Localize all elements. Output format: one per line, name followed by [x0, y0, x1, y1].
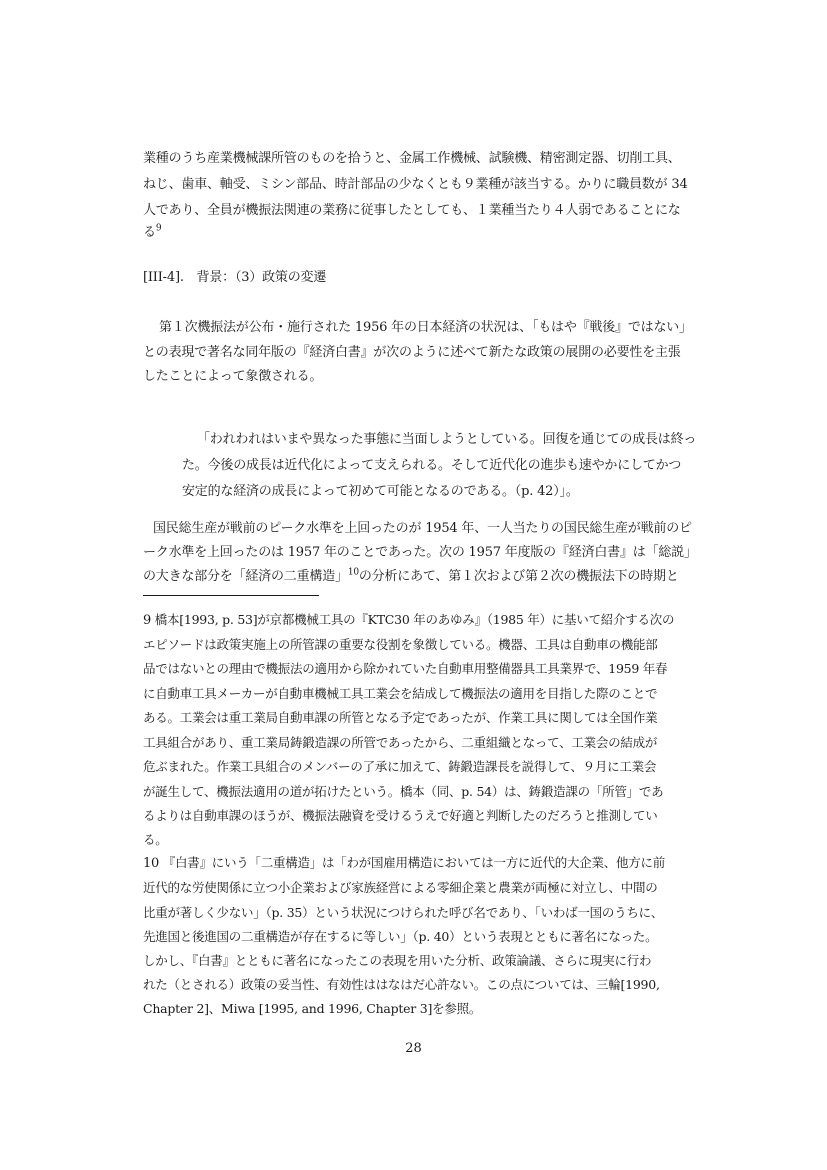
footnote-line: 工具組合があり、重工業局鋳鍛造課の所管であったから、二重組織となって、工業会の結成が — [143, 735, 658, 750]
footnote-line: 先進国と後進国の二重構造が存在するに等しい」（p. 40）という表現とともに著名になった。 — [143, 929, 658, 944]
quote-line: 「われわれはいまや異なった事態に当面しようとしている。回復を通じての成長は終っ — [197, 432, 697, 447]
footnote-number: 9 — [143, 613, 152, 628]
footnote-text: 橋本[1993, p. 53]が京都機械工具の『KTC30 年のあゆみ』（1985 年）に基いて紹介する次の — [154, 612, 675, 627]
section-heading: [III-4]. 背景：（3）政策の変遷 — [143, 270, 327, 285]
footnote-line: 品ではないとの理由で機振法の適用から除かれていた自動車用整備器具工具業界で、1959 年春 — [143, 661, 668, 676]
footnote-number: 10 — [143, 856, 160, 871]
footnote-line — [143, 610, 674, 631]
body-line: したことによって象徴される。 — [143, 369, 323, 384]
footnote-ref-9: 9 — [155, 223, 162, 234]
footnote-line — [143, 853, 665, 874]
body-line — [143, 567, 679, 587]
body-line — [143, 223, 161, 243]
footnote-line: れた（とされる）政策の妥当性、有効性ははなはだ心許ない。この点については、三輪[1990, — [143, 977, 660, 992]
footnote-line: ある。工業会は重工業局自動車課の所管となる予定であったが、作業工具に関しては全国作業 — [143, 710, 658, 725]
footnote-ref-10: 10 — [347, 567, 359, 578]
body-text: る — [143, 225, 156, 240]
body-line: ーク水準を上回ったのは 1957 年のことであった。次の 1957 年度版の『経済白書』は「総説」 — [143, 545, 697, 560]
body-text: の大きな部分を「経済の二重構造」 — [143, 569, 348, 584]
footnote-text: 『白書』にいう「二重構造」は「わが国雇用構造においては一方に近代的大企業、他方に前 — [162, 855, 666, 870]
body-line: 第１次機振法が公布・施行された 1956 年の日本経済の状況は、「もはや『戦後』ではない」 — [159, 320, 692, 335]
body-line: 国民総生産が戦前のピーク水準を上回ったのが 1954 年、一人当たりの国民総生産が戦前のピ — [153, 521, 692, 536]
page-number: 28 — [405, 1041, 422, 1056]
footnote-line: エピソードは政策実施上の所管課の重要な役割を象徴している。機器、工具は自動車の機能部 — [143, 637, 658, 652]
body-line: ねじ、歯車、軸受、ミシン部品、時計部品の少なくとも９業種が該当する。かりに職員数が 34 — [143, 177, 688, 192]
footnote-line: 危ぶまれた。作業工具組合のメンバーの了承に加えて、鋳鍛造課長を説得して、９月に工業会 — [143, 759, 657, 774]
footnote-line: が誕生して、機振法適用の道が拓けたという。橋本（同、p. 54）は、鋳鍛造課の「所管」であ — [143, 784, 664, 799]
body-line: 業種のうち産業機械課所管のものを拾うと、金属工作機械、試験機、精密測定器、切削工具、 — [143, 151, 681, 166]
footnote-line: Chapter 2]、Miwa [1995, and 1996, Chapter 3]を参照。 — [143, 1001, 482, 1016]
quote-line: た。今後の成長は近代化によって支えられる。そして近代化の進歩も速やかにしてかつ — [182, 458, 682, 473]
body-line: 人であり、全員が機振法関連の業務に従事したとしても、１業種当たり４人弱であることにな — [143, 203, 681, 218]
footnote-line: 近代的な労使関係に立つ小企業および家族経営による零細企業と農業が両極に対立し、中間の — [143, 880, 658, 895]
body-text: の分析にあて、第１次および第２次の機振法下の時期と — [358, 569, 679, 584]
footnote-line: るよりは自動車課のほうが、機振法融資を受けるうえで好適と判断したのだろうと推測してい — [143, 808, 658, 823]
footnote-rule — [143, 595, 319, 596]
footnote-line: る。 — [143, 832, 168, 847]
body-line: との表現で著名な同年版の『経済白書』が次のように述べて新たな政策の展開の必要性を主張 — [143, 345, 681, 360]
footnote-line: 比重が著しく少ない」（p. 35）という状況につけられた呼び名であり、「いわば一国のうちに、 — [143, 905, 664, 920]
quote-line: 安定的な経済の成長によって初めて可能となるのである。（p. 42）」。 — [182, 484, 579, 499]
footnote-line: しかし、『白書』とともに著名になったこの表現を用いた分析、政策論議、さらに現実に行わ — [143, 953, 652, 968]
footnote-line: に自動車工具メーカーが自動車機械工具工業会を結成して機振法の適用を目指した際のことで — [143, 686, 658, 701]
